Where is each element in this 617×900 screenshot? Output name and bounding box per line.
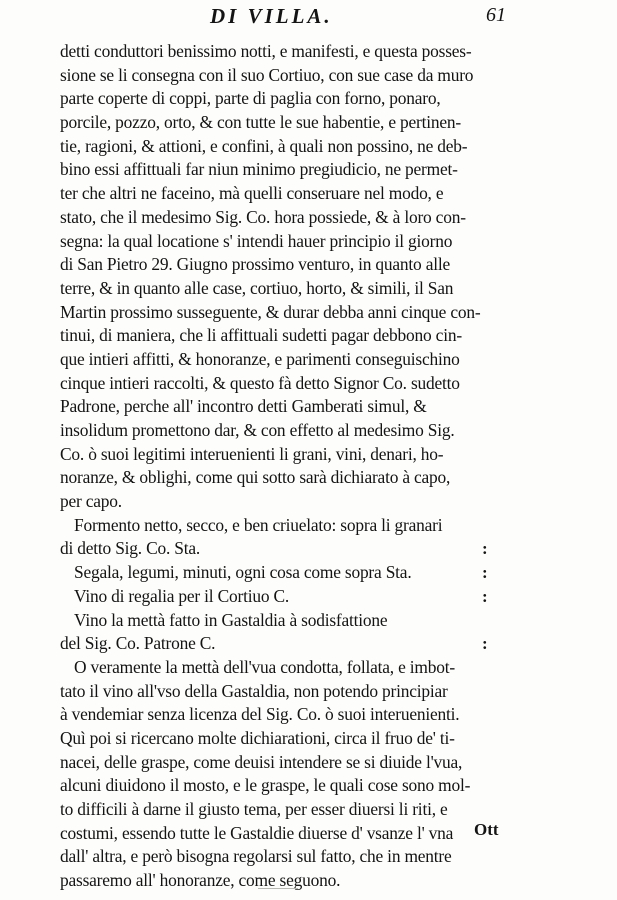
ledger-text: del Sig. Co. Patrone C. (60, 633, 216, 654)
ledger-mark: : (482, 634, 488, 654)
text-line: porcile, pozzo, orto, & con tutte le sue habentie, e pertinen- (60, 112, 461, 133)
ledger-row (60, 585, 540, 609)
text-line: nacei, delle graspe, come deuisi intendere se si diuide l'vua, (60, 751, 463, 772)
text-line: Quì poi si ricercano molte dichiarationi, circa il fruo de' ti- (60, 727, 455, 748)
text-line: que intieri affitti, & honoranze, e parimenti conseguischino (60, 348, 460, 369)
text-line: à vendemiar senza licenza del Sig. Co. ò suoi interuenienti. (60, 704, 460, 725)
ledger-text: Formento netto, secco, e ben criuelato: sopra li granari (74, 514, 443, 535)
text-line: passaremo all' honoranze, come seguono. (60, 870, 341, 891)
text-line: tie, ragioni, & attioni, e confini, à quali non possino, ne deb- (60, 135, 468, 156)
ledger-row (60, 561, 540, 585)
text-line: to difficili à darne il giusto tema, per esser diuersi li riti, e (60, 799, 448, 819)
text-line: noranze, & oblighi, come qui sotto sarà dichiarato à capo, (60, 467, 451, 488)
text-line: Martin prossimo susseguente, & durar debba anni cinque con- (60, 301, 481, 322)
text-line: alcuni diuidono il mosto, e le graspe, le quali cose sono mol- (60, 775, 471, 796)
text-line: O veramente la mettà dell'vua condotta, follata, e imbot- (74, 656, 455, 677)
text-line: sione se li consegna con il suo Cortiuo, con sue case da muro (60, 64, 474, 85)
ledger-text: Segala, legumi, minuti, ogni cosa come sopra Sta. (74, 562, 412, 583)
ledger-text: Vino di regalia per il Cortiuo C. (74, 585, 290, 606)
ledger-mark: : (482, 563, 488, 583)
ledger-row (60, 632, 540, 656)
ledger-mark: : (482, 586, 488, 606)
text-line: Padrone, perche all' incontro detti Gamberati simul, & (60, 396, 427, 417)
text-line: cinque intieri raccolti, & questo fà detto Signor Co. sudetto (60, 372, 460, 393)
ledger-text: Vino la mettà fatto in Gastaldia à sodisfattione (74, 609, 388, 630)
text-line: dall' altra, e però bisogna regolarsi sul fatto, che in mentre (60, 846, 452, 867)
text-line: terre, & in quanto alle case, cortiuo, horto, & simili, il San (60, 277, 454, 298)
ledger-row (60, 537, 540, 561)
ledger-mark: : (482, 539, 488, 559)
gutter-mark (258, 888, 298, 895)
ledger-row (60, 514, 540, 538)
text-line: tinui, di maniera, che li affittuali sudetti pagar debbono cin- (60, 325, 462, 346)
text-line: bino essi affittuali far niun minimo pregiudicio, ne permet- (60, 159, 458, 180)
text-line: tato il vino all'vso della Gastaldia, non potendo principiar (60, 680, 448, 701)
text-line: stato, che il medesimo Sig. Co. hora possiede, & à loro con- (60, 206, 466, 227)
page-number: 61 (486, 4, 506, 26)
text-line: ter che altri ne faceino, mà quelli conseruare nel modo, e (60, 183, 444, 204)
ledger-row (60, 609, 540, 633)
body-text (60, 40, 540, 893)
text-line: costumi, essendo tutte le Gastaldie diuerse d' vsanze l' vna (60, 822, 454, 843)
text-line: segna: la qual locatione s' intendi hauer principio il giorno (60, 230, 453, 251)
text-line: Co. ò suoi legitimi interuenienti li grani, vini, denari, ho- (60, 443, 444, 464)
ledger-text: di detto Sig. Co. Sta. (60, 538, 201, 559)
running-head (0, 2, 617, 32)
text-line: insolidum promettono dar, & con effetto al medesimo Sig. (60, 420, 455, 440)
catchword: Ott (474, 820, 499, 839)
text-line: detti conduttori benissimo notti, e manifesti, e questa posses- (60, 41, 472, 61)
running-title: DI VILLA. (210, 4, 333, 28)
text-line: di San Pietro 29. Giugno prossimo venturo, in quanto alle (60, 254, 450, 275)
text-line: parte coperte di coppi, parte di paglia con forno, ponaro, (60, 88, 441, 109)
text-line: per capo. (60, 491, 122, 512)
